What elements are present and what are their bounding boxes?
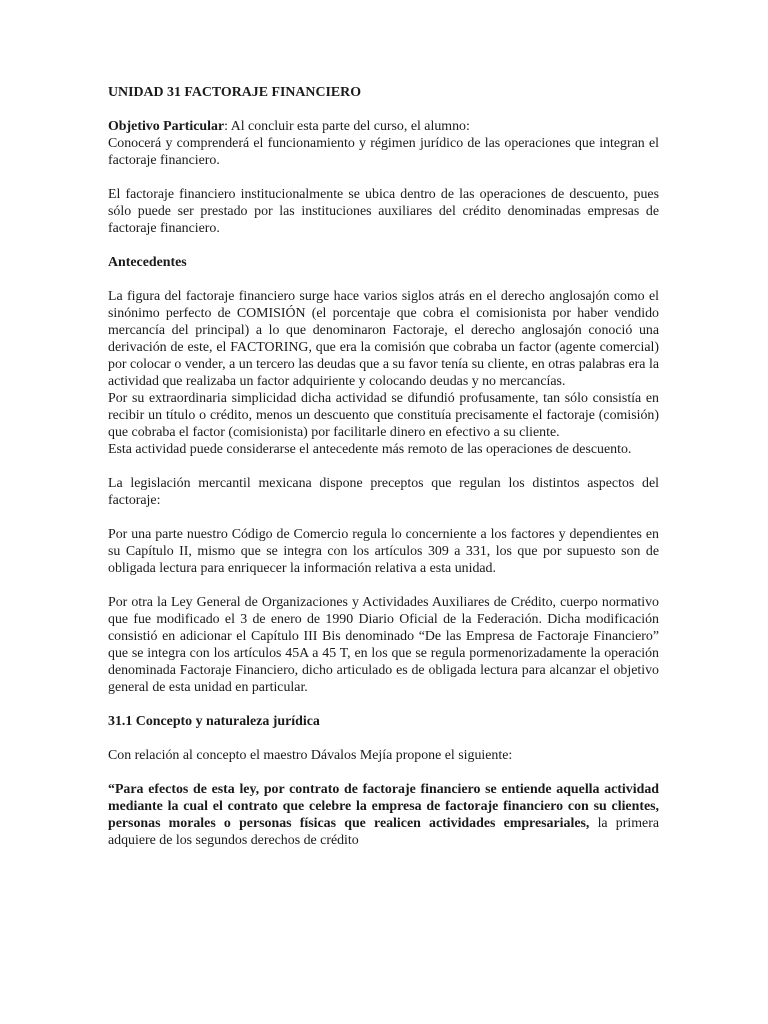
quote-bold-text: “Para efectos de esta ley, por contrato de factoraje financiero se entiende aquella actividad mediante la cual el contrato que celebre la empresa de factoraje financiero con su clientes, personas morales o personas físicas que realicen actividades empresariales,: [108, 782, 659, 831]
spacer: [108, 101, 659, 118]
section-31-1-intro: Con relación al concepto el maestro Dávalos Mejía propone el siguiente:: [108, 748, 513, 763]
objective-text: Conocerá y comprenderá el funcionamiento y régimen jurídico de las operaciones que integran el factoraje financiero.: [108, 136, 659, 168]
quote-paragraph: [108, 781, 659, 849]
section-31-1-heading: 31.1 Concepto y naturaleza jurídica: [108, 714, 320, 729]
antecedentes-paragraph-1: La figura del factoraje financiero surge hace varios siglos atrás en el derecho anglosajón como el sinónimo perfecto de COMISIÓN (el porcentaje que cobra el comisionista por haber vendido mercancía del principal) a lo que denominaron Factoraje, el derecho anglosajón conoció una derivación de este, el FACTORING, que era la comisión que cobraba un factor (agente comercial) por colocar o vender, a un tercero las deudas que a su favor tenía su cliente, en otras palabras era la actividad que realizaba un factor adquiriente y colocando deudas y no mercancías.: [108, 289, 659, 389]
objective-paragraph: [108, 118, 659, 135]
objective-intro: : Al concluir esta parte del curso, el alumno:: [224, 119, 470, 134]
spacer: [108, 730, 659, 747]
spacer: [108, 458, 659, 475]
spacer: [108, 696, 659, 713]
paragraph-institutional: El factoraje financiero institucionalmente se ubica dentro de las operaciones de descuento, pues sólo puede ser prestado por las instituciones auxiliares del crédito denominadas empresas de factoraje financiero.: [108, 187, 659, 236]
spacer: [108, 169, 659, 186]
document-title: UNIDAD 31 FACTORAJE FINANCIERO: [108, 85, 362, 100]
antecedentes-paragraph-5: Por una parte nuestro Código de Comercio regula lo concerniente a los factores y dependientes en su Capítulo II, mismo que se integra con los artículos 309 a 331, los que por supuesto son de obligada lectura para enriquecer la información relativa a esta unidad.: [108, 527, 659, 576]
spacer: [108, 509, 659, 526]
antecedentes-heading: Antecedentes: [108, 255, 187, 270]
document-page: [108, 84, 659, 849]
antecedentes-paragraph-4: La legislación mercantil mexicana dispone preceptos que regulan los distintos aspectos del factoraje:: [108, 476, 659, 508]
spacer: [108, 237, 659, 254]
antecedentes-paragraph-2: Por su extraordinaria simplicidad dicha actividad se difundió profusamente, tan sólo consistía en recibir un título o crédito, menos un descuento que constituía precisamente el factoraje (comisión) que cobraba el factor (comisionista) por facilitarle dinero en efectivo a su cliente.: [108, 391, 659, 440]
spacer: [108, 577, 659, 594]
antecedentes-paragraph-3: Esta actividad puede considerarse el antecedente más remoto de las operaciones de descuento.: [108, 442, 632, 457]
quote-rest-text: la primera adquiere de los segundos derechos de crédito: [108, 816, 659, 848]
spacer: [108, 271, 659, 288]
spacer: [108, 764, 659, 781]
antecedentes-paragraph-6: Por otra la Ley General de Organizaciones y Actividades Auxiliares de Crédito, cuerpo normativo que fue modificado el 3 de enero de 1990 Diario Oficial de la Federación. Dicha modificación consistió en adicionar el Capítulo III Bis denominado “De las Empresa de Factoraje Financiero” que se integra con los artículos 45A a 45 T, en los que se regula pormenorizadamente la operación denominada Factoraje Financiero, dicho articulado es de obligada lectura para alcanzar el objetivo general de esta unidad en particular.: [108, 595, 659, 695]
objective-label: Objetivo Particular: [108, 119, 225, 134]
